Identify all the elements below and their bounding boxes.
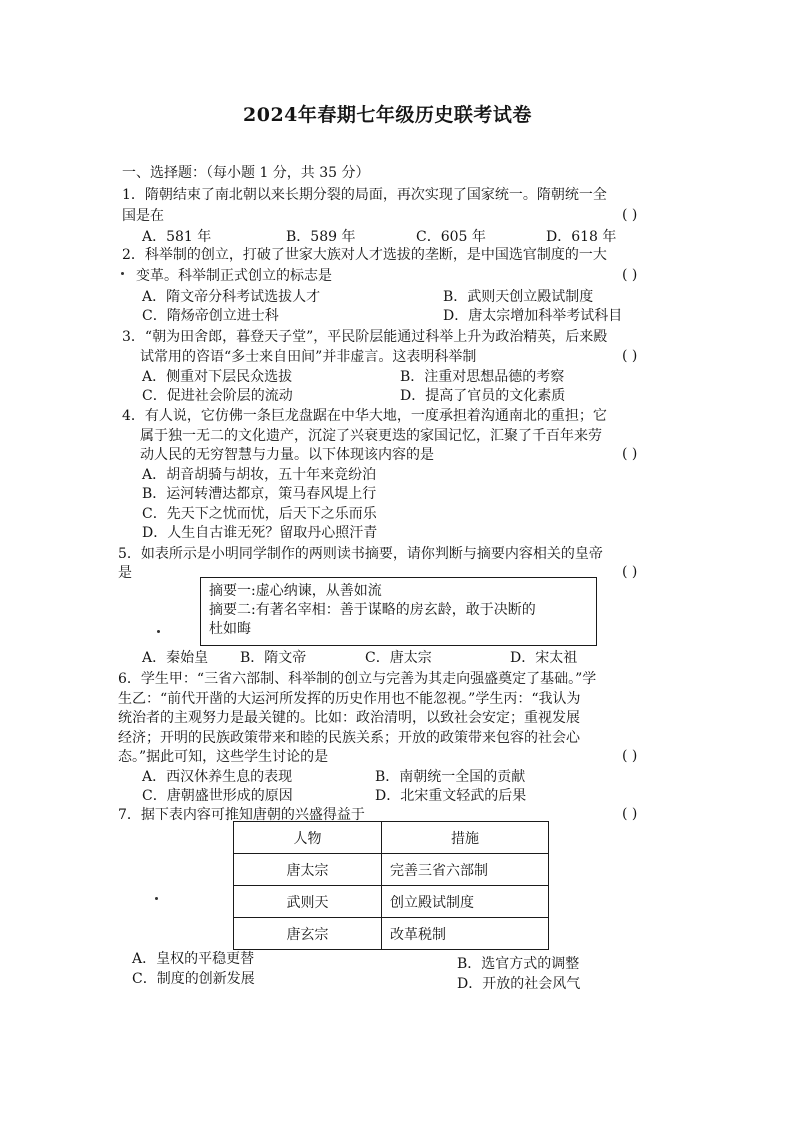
summary-one: 摘要一:虚心纳谏，从善如流 [209, 583, 382, 599]
table-row [234, 854, 549, 886]
question-1-stem-line: 1．隋朝结束了南北朝以来长期分裂的局面，再次实现了国家统一。隋朝统一全 [122, 187, 607, 203]
question-5-stem-line: 是 [118, 565, 132, 581]
answer-blank: ( ) [622, 348, 638, 364]
option-c: C．唐太宗 [365, 650, 432, 666]
question-5-stem-line: 5．如表所示是小明同学制作的两则读书摘要，请你判断与摘要内容相关的皇帝 [118, 546, 603, 562]
question-6-stem-line: 生乙：“前代开凿的大运河所发挥的历史作用也不能忽视。”学生丙：“我认为 [118, 691, 581, 707]
question-6-stem-line: 态。”据此可知，这些学生讨论的是 [118, 749, 329, 765]
option-c: C．制度的创新发展 [132, 971, 255, 987]
question-2-stem-line: 2．科举制的创立，打破了世家大族对人才选拔的垄断，是中国选官制度的一大 [122, 247, 607, 263]
summary-two-cont: 杜如晦 [209, 621, 251, 637]
answer-blank: ( ) [622, 446, 638, 462]
summary-two: 摘要二:有著名宰相：善于谋略的房玄龄，敢于决断的 [209, 602, 536, 618]
option-a: A．皇权的平稳更替 [132, 951, 255, 967]
option-b: B．武则天创立殿试制度 [443, 289, 594, 305]
option-d: D．宋太祖 [510, 650, 578, 666]
question-6-stem-line: 经济；开明的民族政策带来和睦的民族关系；开放的政策带来包容的社会心 [118, 730, 580, 746]
table-header-person: 人物 [234, 822, 382, 854]
answer-blank: ( ) [622, 207, 638, 223]
question-3-stem-line: 试常用的咨语“多士来自田间”并非虚言。这表明科举制 [140, 349, 477, 365]
answer-blank: ( ) [622, 748, 638, 764]
table-cell-measure: 创立殿试制度 [382, 886, 549, 918]
option-a: A．581 年 [142, 229, 212, 245]
option-b: B．选官方式的调整 [457, 956, 580, 972]
exam-title: 2024年春期七年级历史联考试卷 [243, 104, 532, 126]
option-a: A．侧重对下层民众选拔 [142, 369, 293, 385]
table-cell-person: 唐太宗 [234, 854, 382, 886]
answer-blank: ( ) [622, 806, 638, 822]
option-c: C．促进社会阶层的流动 [142, 388, 293, 404]
table-header-row [234, 822, 549, 854]
option-c: C．唐朝盛世形成的原因 [142, 788, 293, 804]
question-4-stem-line: 属于独一无二的文化遗产，沉淀了兴衰更迭的家国记忆，汇聚了千百年来劳 [140, 428, 602, 444]
scan-speck [157, 630, 160, 633]
option-b: B．运河转漕达都京，策马春风堤上行 [142, 486, 377, 502]
option-b: B．隋文帝 [240, 650, 307, 666]
option-a: A．胡音胡骑与胡妆，五十年来竞纷泊 [142, 467, 377, 483]
option-c: C．隋炀帝创立进士科 [142, 308, 279, 324]
scan-speck [155, 897, 158, 900]
table-row [234, 918, 549, 950]
table-row [234, 886, 549, 918]
option-a: A．西汉休养生息的表现 [142, 769, 293, 785]
question-2-stem-line: 变革。科举制正式创立的标志是 [136, 268, 332, 284]
option-a: A．秦始皇 [142, 650, 209, 666]
option-b: B．南朝统一全国的贡献 [375, 769, 526, 785]
option-b: B．注重对思想品德的考察 [400, 369, 565, 385]
answer-blank: ( ) [622, 267, 638, 283]
question-4-stem-line: 4．有人说，它仿佛一条巨龙盘踞在中华大地，一度承担着沟通南北的重担；它 [122, 408, 607, 424]
answer-blank: ( ) [622, 564, 638, 580]
option-d: D．唐太宗增加科举考试科目 [443, 308, 623, 324]
reading-summary-box [200, 577, 597, 646]
option-d: D．618 年 [546, 229, 617, 245]
question-4-stem-line: 动人民的无穷智慧与力量。以下体现该内容的是 [140, 447, 434, 463]
option-b: B．589 年 [286, 229, 356, 245]
question-6-stem-line: 6．学生甲：“三省六部制、科举制的创立与完善为其走向强盛奠定了基础。”学 [118, 671, 597, 687]
measures-table [233, 821, 549, 950]
table-cell-person: 武则天 [234, 886, 382, 918]
question-6-stem-line: 统治者的主观努力是最关键的。比如：政治清明，以致社会安定；重视发展 [118, 710, 580, 726]
scan-speck [121, 272, 124, 275]
option-d: D．人生自古谁无死？留取丹心照汗青 [142, 525, 378, 541]
table-cell-measure: 完善三省六部制 [382, 854, 549, 886]
table-header-measure: 措施 [382, 822, 549, 854]
option-c: C．605 年 [416, 229, 486, 245]
option-d: D．提高了官员的文化素质 [400, 388, 566, 404]
option-d: D．北宋重文轻武的后果 [375, 788, 527, 804]
option-c: C．先天下之忧而忧，后天下之乐而乐 [142, 506, 377, 522]
option-d: D．开放的社会风气 [457, 976, 581, 992]
question-7-stem-line: 7．据下表内容可推知唐朝的兴盛得益于 [118, 807, 365, 823]
option-a: A．隋文帝分科考试选拔人才 [142, 289, 321, 305]
question-3-stem-line: 3．“朝为田舍郎，暮登天子堂”，平民阶层能通过科举上升为政治精英，后来殿 [122, 329, 608, 345]
question-1-stem-line: 国是在 [122, 208, 164, 224]
section-heading: 一、选择题：（每小题 1 分，共 35 分） [122, 165, 370, 181]
table-cell-person: 唐玄宗 [234, 918, 382, 950]
table-cell-measure: 改革税制 [382, 918, 549, 950]
